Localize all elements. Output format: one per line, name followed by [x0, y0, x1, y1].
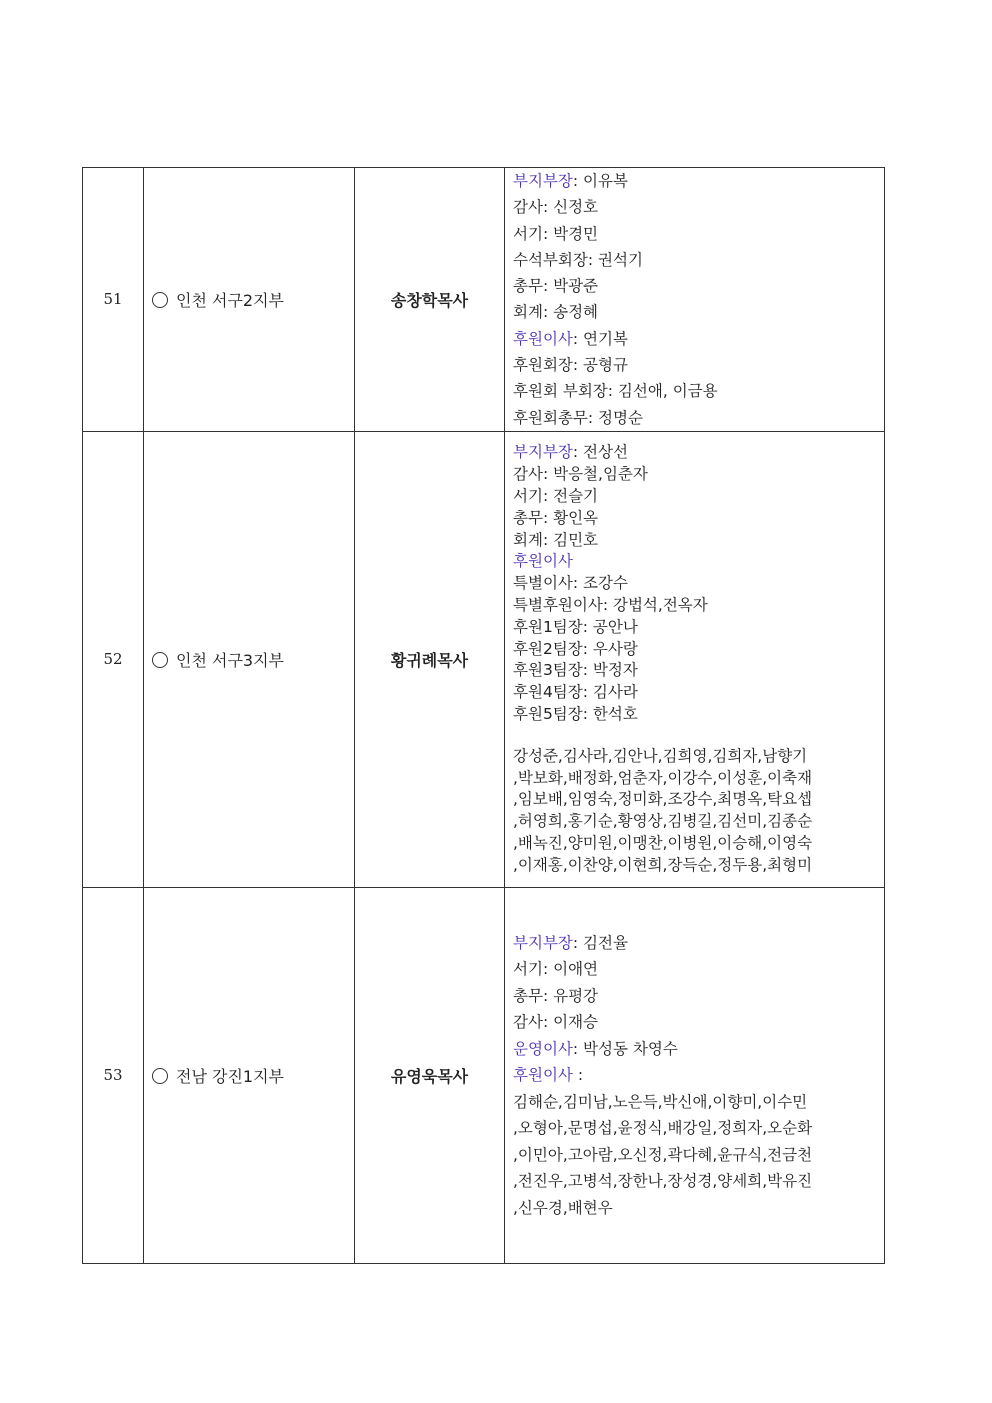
staff-line: 부지부장: 전상선 [513, 443, 628, 462]
row-number: 52 [83, 431, 144, 887]
staff-line: ,전진우,고병석,장한나,장성경,양세희,박유진 [513, 1172, 813, 1191]
staff-line: 회계: 송정혜 [513, 303, 599, 322]
staff-line: 총무: 황인옥 [513, 508, 599, 527]
staff-line: 감사: 이재승 [513, 1013, 599, 1032]
staff-line: ,오형아,문명섭,윤정식,배강일,정희자,오순화 [513, 1119, 813, 1138]
staff-line: 특별후원이사: 강법석,전옥자 [513, 595, 708, 614]
staff-line: 수석부회장: 권석기 [513, 250, 643, 269]
staff-line: 후원이사 [513, 552, 573, 571]
circle-icon [152, 1068, 168, 1084]
staff-line: 후원회 부회장: 김선애, 이금용 [513, 382, 718, 401]
names-line: ,임보배,임영숙,정미화,조강수,최명옥,탁요셉 [513, 790, 813, 809]
branch-region [144, 431, 355, 887]
names-line: ,배녹진,양미원,이맹찬,이병원,이승해,이영숙 [513, 833, 813, 852]
region-label: 인천 서구2지부 [176, 290, 285, 310]
table-row [83, 887, 885, 1263]
staff-line: 후원4팀장: 김사라 [513, 683, 638, 702]
staff-line: ,신우경,배현우 [513, 1198, 613, 1217]
staff-line: 특별이사: 조강수 [513, 574, 628, 593]
pastor-name: 송창학목사 [355, 168, 505, 432]
staff-line: 총무: 유평강 [513, 986, 599, 1005]
names-line: ,박보화,배정화,엄춘자,이강수,이성훈,이축재 [513, 768, 813, 787]
staff-list [505, 431, 885, 887]
branch-roster-table [82, 167, 885, 1264]
region-label: 전남 강진1지부 [176, 1066, 285, 1086]
table-row [83, 431, 885, 887]
circle-icon [152, 292, 168, 308]
staff-line: 후원2팀장: 우사랑 [513, 639, 638, 658]
staff-line: 후원회장: 공형규 [513, 356, 628, 375]
staff-list [505, 887, 885, 1263]
staff-line: ,이민아,고아람,오신정,곽다혜,윤규식,전금천 [513, 1145, 813, 1164]
staff-line: 후원5팀장: 한석호 [513, 704, 638, 723]
staff-line: 후원이사 : [513, 1066, 584, 1085]
row-number: 51 [83, 168, 144, 432]
names-line: 강성준,김사라,김안나,김희영,김희자,남향기 [513, 746, 808, 765]
staff-line: 후원이사: 연기복 [513, 329, 628, 348]
staff-line: 후원3팀장: 박정자 [513, 661, 638, 680]
staff-line: 운영이사: 박성동 차영수 [513, 1039, 678, 1058]
staff-line: 총무: 박광준 [513, 277, 599, 296]
staff-line: 후원1팀장: 공안나 [513, 617, 638, 636]
staff-line: 후원회총무: 정명순 [513, 408, 643, 427]
pastor-name: 황귀례목사 [355, 431, 505, 887]
branch-region [144, 887, 355, 1263]
staff-line: 서기: 박경민 [513, 224, 599, 243]
row-number: 53 [83, 887, 144, 1263]
pastor-name: 유영욱목사 [355, 887, 505, 1263]
staff-line: 서기: 이애연 [513, 960, 599, 979]
staff-line: 회계: 김민호 [513, 530, 599, 549]
staff-line: 서기: 전슬기 [513, 486, 599, 505]
staff-line: 감사: 신정호 [513, 198, 599, 217]
staff-line: 부지부장: 이유복 [513, 172, 628, 190]
table-row [83, 168, 885, 432]
region-label: 인천 서구3지부 [176, 650, 285, 670]
member-names [513, 746, 878, 877]
circle-icon [152, 652, 168, 668]
staff-line: 부지부장: 김전율 [513, 933, 628, 952]
staff-list [505, 168, 885, 432]
staff-line: 감사: 박응철,임춘자 [513, 465, 648, 484]
names-line: ,이재홍,이찬양,이현희,장득순,정두용,최형미 [513, 855, 813, 874]
branch-region [144, 168, 355, 432]
staff-line: 김해순,김미남,노은득,박신애,이향미,이수민 [513, 1092, 808, 1111]
names-line: ,허영희,홍기순,황영상,김병길,김선미,김종순 [513, 812, 813, 831]
